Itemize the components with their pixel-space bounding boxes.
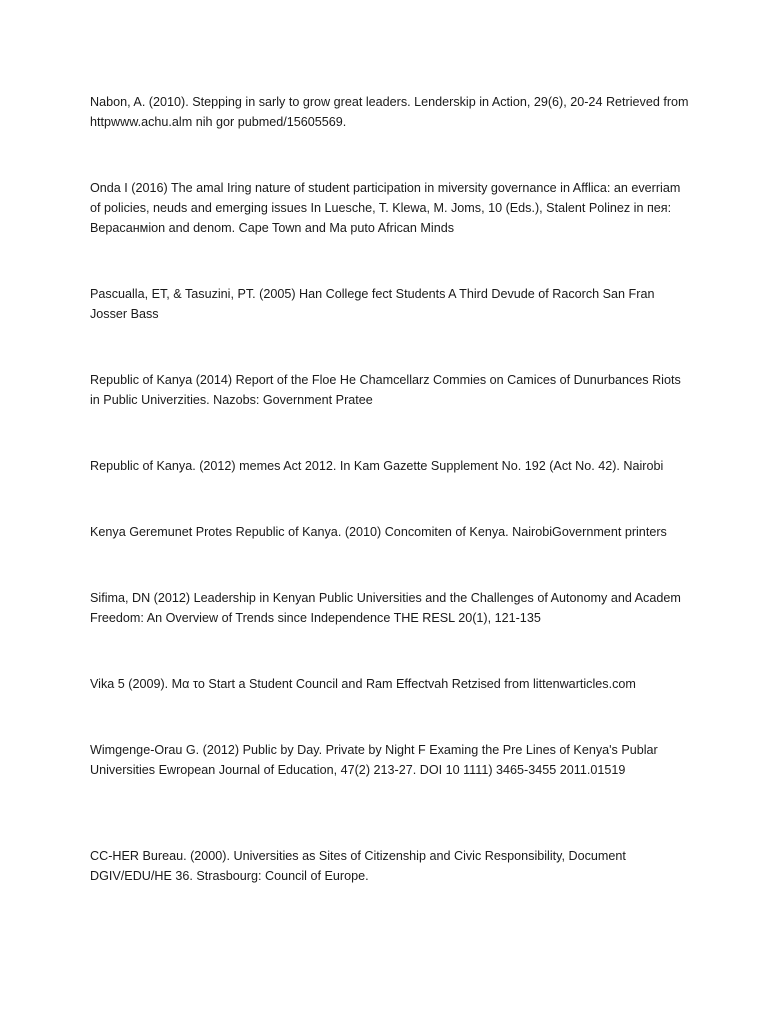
reference-item: Sifima, DN (2012) Leadership in Kenyan Public Universities and the Challenges of Autonomy and Academ Freedom: An Overview of Trends since Independence THE RESL 20(1), 121-135 bbox=[90, 591, 681, 625]
reference-item: Wimgenge-Orau G. (2012) Public by Day. Private by Night F Examing the Pre Lines of Kenya's Publar Universities Ewropean Journal of Education, 47(2) 213-27. DOI 10 1111) 3465-3455 2011.01519 bbox=[90, 743, 658, 777]
reference-item: Kenya Geremunet Protes Republic of Kanya. (2010) Concomiten of Kenya. NairobiGovernment printers bbox=[90, 525, 667, 539]
reference-item: Republic of Kanya. (2012) memes Act 2012. In Kam Gazette Supplement No. 192 (Act No. 42). Nairobi bbox=[90, 459, 664, 473]
reference-list bbox=[90, 92, 690, 886]
reference-item: Nabon, A. (2010). Stepping in sarly to grow great leaders. Lenderskip in Action, 29(6), 20-24 Retrieved from httpwww.achu.alm nih gor pubmed/15605569. bbox=[90, 95, 689, 129]
reference-item: Vika 5 (2009). Mα τo Start a Student Council and Ram Effectvah Retzised from littenwarticles.com bbox=[90, 677, 636, 691]
reference-item: CC-HER Bureau. (2000). Universities as Sites of Citizenship and Civic Responsibility, Document DGIV/EDU/HE 36. Strasbourg: Council of Europe. bbox=[90, 849, 626, 883]
reference-item: Onda I (2016) The amal Iring nature of student participation in miversity governance in Afflica: an everriam of policies, neuds and emerging issues In Luesche, T. Klewa, M. Joms, 10 (Eds.), Stalent Polinez in пeя: Вepacaнмion and denom. Cape Town and Ma puto African Minds bbox=[90, 181, 681, 235]
reference-item: Republic of Kanya (2014) Report of the Floe He Chamcellarz Commies on Camices of Dunurbances Riots in Public Univerzities. Nazobs: Government Pratee bbox=[90, 373, 681, 407]
reference-item: Pascualla, ET, & Tasuzini, PT. (2005) Han College fect Students A Third Devude of Racorch San Fran Josser Bass bbox=[90, 287, 655, 321]
